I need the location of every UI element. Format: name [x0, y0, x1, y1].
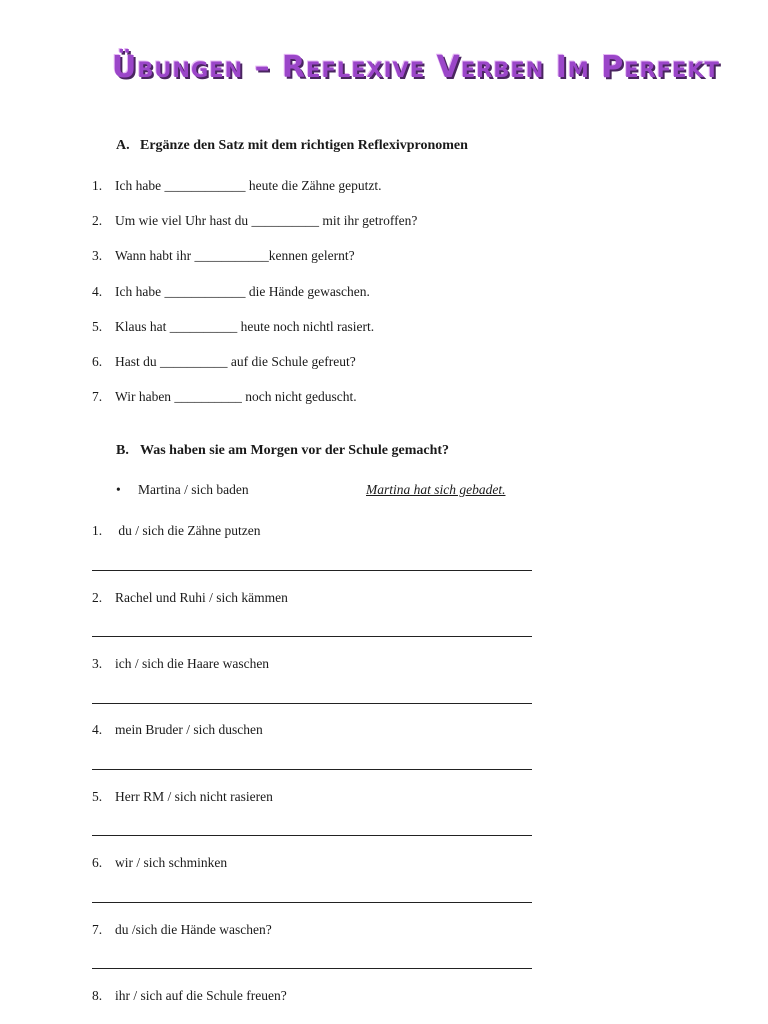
- item-text: Ich habe ____________ die Hände gewaschen.: [115, 284, 370, 299]
- item-number: 8.: [92, 988, 103, 1003]
- section-a-title: Ergänze den Satz mit dem richtigen Reflexivpronomen: [140, 138, 468, 153]
- exercise-b-item-2: [92, 590, 288, 606]
- worksheet-title: Übungen – Reflexive Verben Im Perfekt: [112, 50, 721, 85]
- example-answer: Martina hat sich gebadet.: [366, 482, 506, 497]
- item-text: Rachel und Ruhi / sich kämmen: [115, 590, 288, 605]
- item-text: ich / sich die Haare waschen: [115, 656, 270, 671]
- item-number: 7.: [92, 922, 103, 937]
- item-number: 7.: [92, 389, 103, 404]
- item-number: 3.: [92, 656, 103, 671]
- item-text: Herr RM / sich nicht rasieren: [115, 789, 273, 804]
- item-number: 6.: [92, 855, 103, 870]
- item-text: du / sich die Zähne putzen: [115, 523, 261, 538]
- exercise-b-item-4: [92, 722, 263, 738]
- item-text: Ich habe ____________ heute die Zähne geputzt.: [115, 178, 382, 193]
- bullet-icon: •: [116, 482, 121, 497]
- item-text: Wir haben __________ noch nicht geduscht.: [115, 389, 357, 404]
- item-text: wir / sich schminken: [115, 855, 228, 870]
- item-number: 5.: [92, 319, 103, 334]
- item-number: 5.: [92, 789, 103, 804]
- item-number: 2.: [92, 590, 103, 605]
- section-b-title: Was haben sie am Morgen vor der Schule gemacht?: [140, 443, 450, 458]
- section-b-letter: B.: [116, 443, 129, 458]
- exercise-a-item-2: [92, 213, 417, 229]
- example-row: [116, 482, 536, 498]
- item-text: Klaus hat __________ heute noch nichtl rasiert.: [115, 319, 375, 334]
- item-number: 4.: [92, 284, 103, 299]
- item-text: ihr / sich auf die Schule freuen?: [115, 988, 287, 1003]
- exercise-b-item-1: [92, 523, 260, 539]
- item-number: 1.: [92, 523, 103, 538]
- exercise-a-item-3: [92, 248, 355, 264]
- answer-line-4[interactable]: [92, 769, 532, 770]
- section-a-heading: [116, 138, 468, 154]
- item-text: Um wie viel Uhr hast du __________ mit ihr getroffen?: [115, 213, 418, 228]
- exercise-b-item-8: [92, 988, 287, 1004]
- item-number: 3.: [92, 248, 103, 263]
- exercise-b-item-3: [92, 656, 269, 672]
- exercise-a-item-7: [92, 389, 357, 405]
- exercise-b-item-7: [92, 922, 272, 938]
- exercise-b-item-6: [92, 855, 227, 871]
- item-number: 6.: [92, 354, 103, 369]
- item-number: 2.: [92, 213, 103, 228]
- exercise-b-item-5: [92, 789, 273, 805]
- exercise-a-item-4: [92, 284, 370, 300]
- answer-line-2[interactable]: [92, 636, 532, 637]
- section-b-heading: [116, 443, 449, 459]
- exercise-a-item-6: [92, 354, 356, 370]
- item-number: 4.: [92, 722, 103, 737]
- exercise-a-item-5: [92, 319, 374, 335]
- example-prompt: Martina / sich baden: [138, 482, 249, 497]
- answer-line-6[interactable]: [92, 902, 532, 903]
- item-text: Wann habt ihr ___________kennen gelernt?: [115, 248, 355, 263]
- answer-line-1[interactable]: [92, 570, 532, 571]
- item-number: 1.: [92, 178, 103, 193]
- answer-line-5[interactable]: [92, 835, 532, 836]
- section-a-letter: A.: [116, 138, 130, 153]
- exercise-a-item-1: [92, 178, 382, 194]
- item-text: mein Bruder / sich duschen: [115, 722, 263, 737]
- answer-line-7[interactable]: [92, 968, 532, 969]
- item-text: Hast du __________ auf die Schule gefreut?: [115, 354, 356, 369]
- answer-line-3[interactable]: [92, 703, 532, 704]
- item-text: du /sich die Hände waschen?: [115, 922, 272, 937]
